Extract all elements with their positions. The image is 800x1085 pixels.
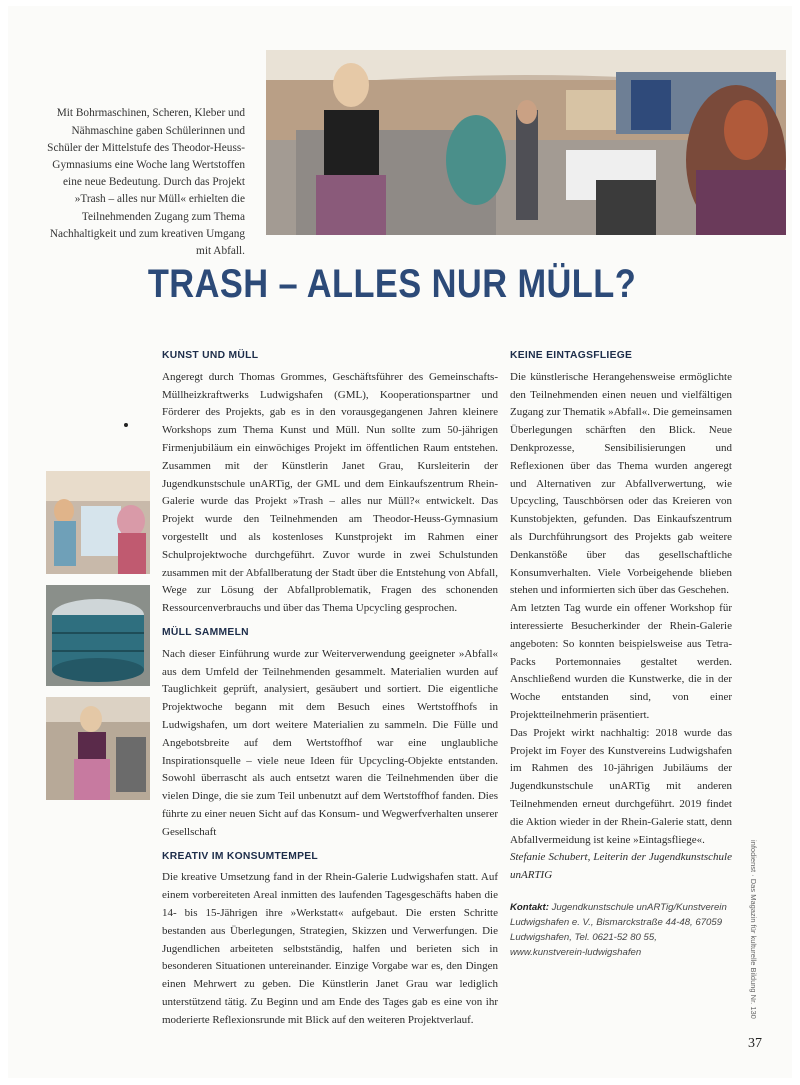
page-number: 37 <box>748 1036 762 1051</box>
mall-workshop-photo <box>266 50 786 235</box>
contact-label: Kontakt: <box>510 902 549 913</box>
thumbnail-photo-students <box>46 471 150 574</box>
magazine-issue-label: infodienst · Das Magazin für kulturelle Bildung Nr. 130 <box>749 840 758 1019</box>
article-column-left <box>162 345 498 1035</box>
section-heading-kreativ-im-konsumtempel: KREATIV IM KONSUMTEMPEL <box>162 850 319 862</box>
paragraph-keine-eintagsfliege-3: Das Projekt wirkt nachhaltig: 2018 wurde das Projekt im Foyer des Kunstvereins Ludwigshafen im Rahmen des 10-jährigen Jubiläums der Jugendkunstschule unARTig mit anderen Teilnehmenden erneut durchgeführt. 2019 findet die Aktion wieder in der Rhein-Galerie statt, denn Abfallvermeidung ist keine »Eintagsfliege«. <box>510 726 732 846</box>
section-heading-kunst-und-muell: KUNST UND MÜLL <box>162 350 259 361</box>
section-heading-muell-sammeln: MÜLL SAMMELN <box>162 626 249 638</box>
margin-dot <box>124 423 128 427</box>
paragraph-kreativ-im-konsumtempel: Die kreative Umsetzung fand in der Rhein-Galerie Ludwigshafen statt. Auf einem vorbereiteten Areal inmitten des laufenden Tagesgeschäfts haben die 14- bis 15-Jährigen ihre »Werkstatt« aufgebaut. Die ersten Schritte bestanden aus Überlegungen, Strategien, Skizzen und Verwerfungen. Die Jugendlichen arbeiteten selbstständig, halfen und berieten sich in besonderen Situationen untereinander. Einzige Vorgabe war es, den Dingen einen Mehrwert zu geben. Die Künstlerin Janet Grau war lediglich unterstützend tätig. Zu Beginn und am Ende des Tages gab es eine von ihr moderierte Reflexionsrunde mit Blick auf den weiteren Projektverlauf. <box>162 871 498 1026</box>
contact-details: Jugendkunstschule unARTig/Kunstverein Ludwigshafen e. V., Bismarckstraße 44-48, 67059 Ludwigshafen, Tel. 0621-52 80 55, www.kunstverein-ludwigshafen <box>510 902 727 958</box>
vertical-magazine-note <box>746 840 762 1020</box>
thumbnail-photo-mannequin <box>46 697 150 800</box>
paragraph-keine-eintagsfliege-1: Die künstlerische Herangehensweise ermöglichte den Teilnehmenden einen neuen und vielfältigen Zugang zur Thematik »Abfall«. Die gemeinsamen Überlegungen schärften den Blick. Neue Denkprozesse, Sensibilisierungen und Reflexionen über das Thema wurden angeregt und Alternativen zur Abfallverwertung, wie Upcycling, Tauschbörsen oder das Kreieren von Kunstobjekten, gefunden. Das Einkaufszentrum als Durchführungsort des Projekts gab weitere Denkanstöße über das gesellschaftliche Konsumverhalten. Viele Vorbeigehende blieben stehen und informierten sich über das Geschehen. <box>510 370 732 597</box>
photo-caption: Mit Bohrmaschinen, Scheren, Kleber und Nähmaschine gaben Schülerinnen und Schüler der Mittelstufe des Theodor-Heuss-Gymnasiums eine Woche lang Wertstoffen eine neue Bedeutung. Durch das Projekt »Trash – alles nur Müll« erhielten die Teilnehmenden Zugang zum Thema Nachhaltigkeit und zum kreativen Umgang mit Abfall. <box>47 107 245 257</box>
paragraph-keine-eintagsfliege-2: Am letzten Tag wurde ein offener Workshop für interessierte Besucherkinder der Rhein-Galerie angeboten: So konnten beispielsweise aus Tetra-Packs Portemonnaies gestaltet werden. Anschließend wurden die Kunstwerke, die in der Woche entstanden sind, von einer Projektteilnehmerin präsentiert. <box>510 602 732 721</box>
article-title: TRASH – ALLES NUR MÜLL? <box>147 262 637 306</box>
author-signature: Stefanie Schubert, Leiterin der Jugendkunstschule unARTIG <box>510 851 732 882</box>
thumbnail-photo-upcycled-stool <box>46 585 150 686</box>
section-heading-keine-eintagsfliege: KEINE EINTAGSFLIEGE <box>510 350 633 361</box>
paragraph-kunst-und-muell: Angeregt durch Thomas Grommes, Geschäftsführer des Gemeinschafts-Müllheizkraftwerks Ludwigshafen (GML), Kooperationspartner und Förderer des Projekts, gab es in den vorausgegangenen Jahren kleinere Workshops zum Thema Kunst und Müll. Nun sollte zum 50-jährigen Firmenjubiläum ein einwöchiges Projekt im öffentlichen Raum entstehen. Zusammen mit der Künstlerin Janet Grau, Kursleiterin der Jugendkunstschule unARTig, der GML und dem Einkaufszentrum Rhein-Galerie wurde das Projekt »Trash – alles nur Müll?« entwickelt. Das Projekt wurde den Teilnehmenden am Theodor-Heuss-Gymnasium vorgestellt und als kostenloses Kunstprojekt im Rahmen einer Schulprojektwoche durchgeführt. Zuvor wurde in zwei Schulstunden zusammen mit der Abfallberatung der Stadt über die Entstehung von Abfall, Wege zur Lösung der Abfallproblematik, Fragen des schonenden Ressourcenverbrauchs und über das Thema Upcycling gesprochen. <box>162 370 498 615</box>
paragraph-muell-sammeln: Nach dieser Einführung wurde zur Weiterverwendung geeigneter »Abfall« aus dem Umfeld der Teilnehmenden gesammelt. Materialien wurden auf Tauglichkeit geprüft, analysiert, gesäubert und sortiert. Die eigentliche Projektwoche begann mit dem Besuch eines Wertstoffhofs in Ludwigshafen, um dort weitere Materialien zu sammeln. Die Fülle und Angebotsbreite auf dem Wertstoffhof war eine unglaubliche Inspirationsquelle – viele neue Ideen für Upcycling-Objekte entstanden. Sowohl überrascht als auch entsetzt waren die Teilnehmenden über die vielen Dinge, die sie zum Teil unbenutzt auf dem Wertstoffhof fanden. Dies führte zu einer neuen Sicht auf das Konsum- und Wegwerfverhalten unserer Gesellschaft <box>162 647 498 838</box>
contact-box <box>510 900 730 960</box>
article-column-right <box>510 345 732 885</box>
